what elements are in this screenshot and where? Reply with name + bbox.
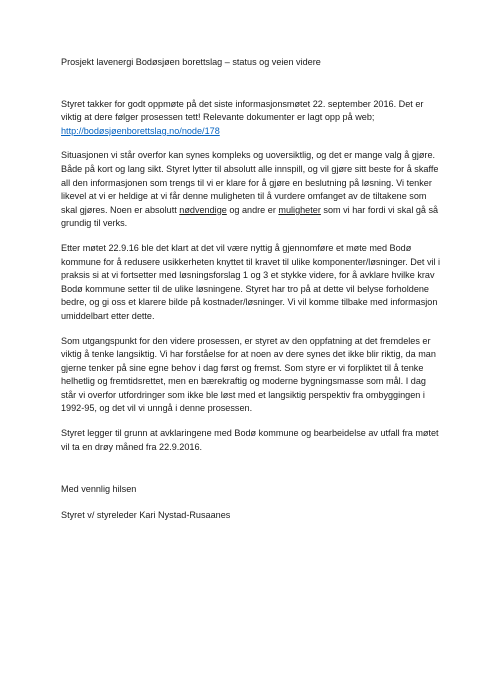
document-title: Prosjekt lavenergi Bodøsjøen borettslag – status og veien videre bbox=[61, 57, 321, 67]
paragraph-situation-text-c: som vi har fordi vi skal gå så grundig til verks. bbox=[61, 204, 439, 229]
signature: Styret v/ styreleder Kari Nystad-Rusaanes bbox=[61, 509, 231, 520]
paragraph-timeline: Styret legger til grunn at avklaringene med Bodø kommune og bearbeidelse av utfall fra møtet vil ta en drøy måned fra 22.9.2016. bbox=[61, 428, 439, 452]
paragraph-long-term: Som utgangspunkt for den videre prosessen, er styret av den oppfatning at det fremdeles er viktig å tenke langsiktig. Vi har forståelse for at noen av dere synes det ikke blir riktig, da man gjerne tenker på sine egne behov i dag først og fremst. Som styre er vi forpliktet til å tenke helhetlig og fremtidsrettet, men en bærekraftig og moderne bygningsmasse som mål. I dag står vi overfor utfordringer som ikke ble løst med et langsiktig perspektiv fra ombyggingen i 1992-95, og det vil vi unngå i denne prosessen. bbox=[61, 335, 436, 414]
paragraph-situation-text-b: og andre er bbox=[229, 204, 276, 215]
underlined-word-necessary: nødvendige bbox=[179, 204, 227, 215]
underlined-word-opportunities: muligheter bbox=[278, 204, 321, 215]
paragraph-situation-text-a: Situasjonen vi står overfor kan synes kompleks og uoversiktlig, og det er mange valg å gjøre. Både på kort og lang sikt. Styret lytter til absolutt alle innspill, og vil gjøre sitt beste for å skaffe all den informasjonen som trengs til vi er klare for å gjøre en beslutning på løsning. Vi tenker likevel at vi er heldige at vi får denne muligheten til å vurdere omfanget av de tiltakene som skal gjøres. Noen er absolutt bbox=[61, 150, 439, 215]
spacer bbox=[61, 465, 443, 483]
paragraph-intro bbox=[61, 98, 443, 139]
paragraph-intro-text: Styret takker for godt oppmøte på det siste informasjonsmøtet 22. september 2016. Det er viktig at dere følger prosessen tett! Relevante dokumenter er lagt opp på web; bbox=[61, 98, 424, 123]
paragraph-meeting: Etter møtet 22.9.16 ble det klart at det vil være nyttig å gjennomføre et møte med Bodø kommune for å redusere usikkerheten knyttet til kravet til ulike komponenter/løsninger. Det vil i praksis si at vi fortsetter med løsningsforslag 1 og 3 et stykke videre, for å avklare hvilke krav Bodø kommune setter til de ulike løsningene. Styret har tro på at dette vil belyse forholdene bedre, og gi oss et klarere bilde på kostnader/løsninger. Vi vil komme tilbake med informasjon umiddelbart etter dette. bbox=[61, 242, 441, 321]
paragraph-situation bbox=[61, 149, 443, 231]
node-178-link[interactable]: http://bodøsjøenborettslag.no/node/178 bbox=[61, 125, 220, 136]
closing-greeting: Med vennlig hilsen bbox=[61, 484, 137, 495]
